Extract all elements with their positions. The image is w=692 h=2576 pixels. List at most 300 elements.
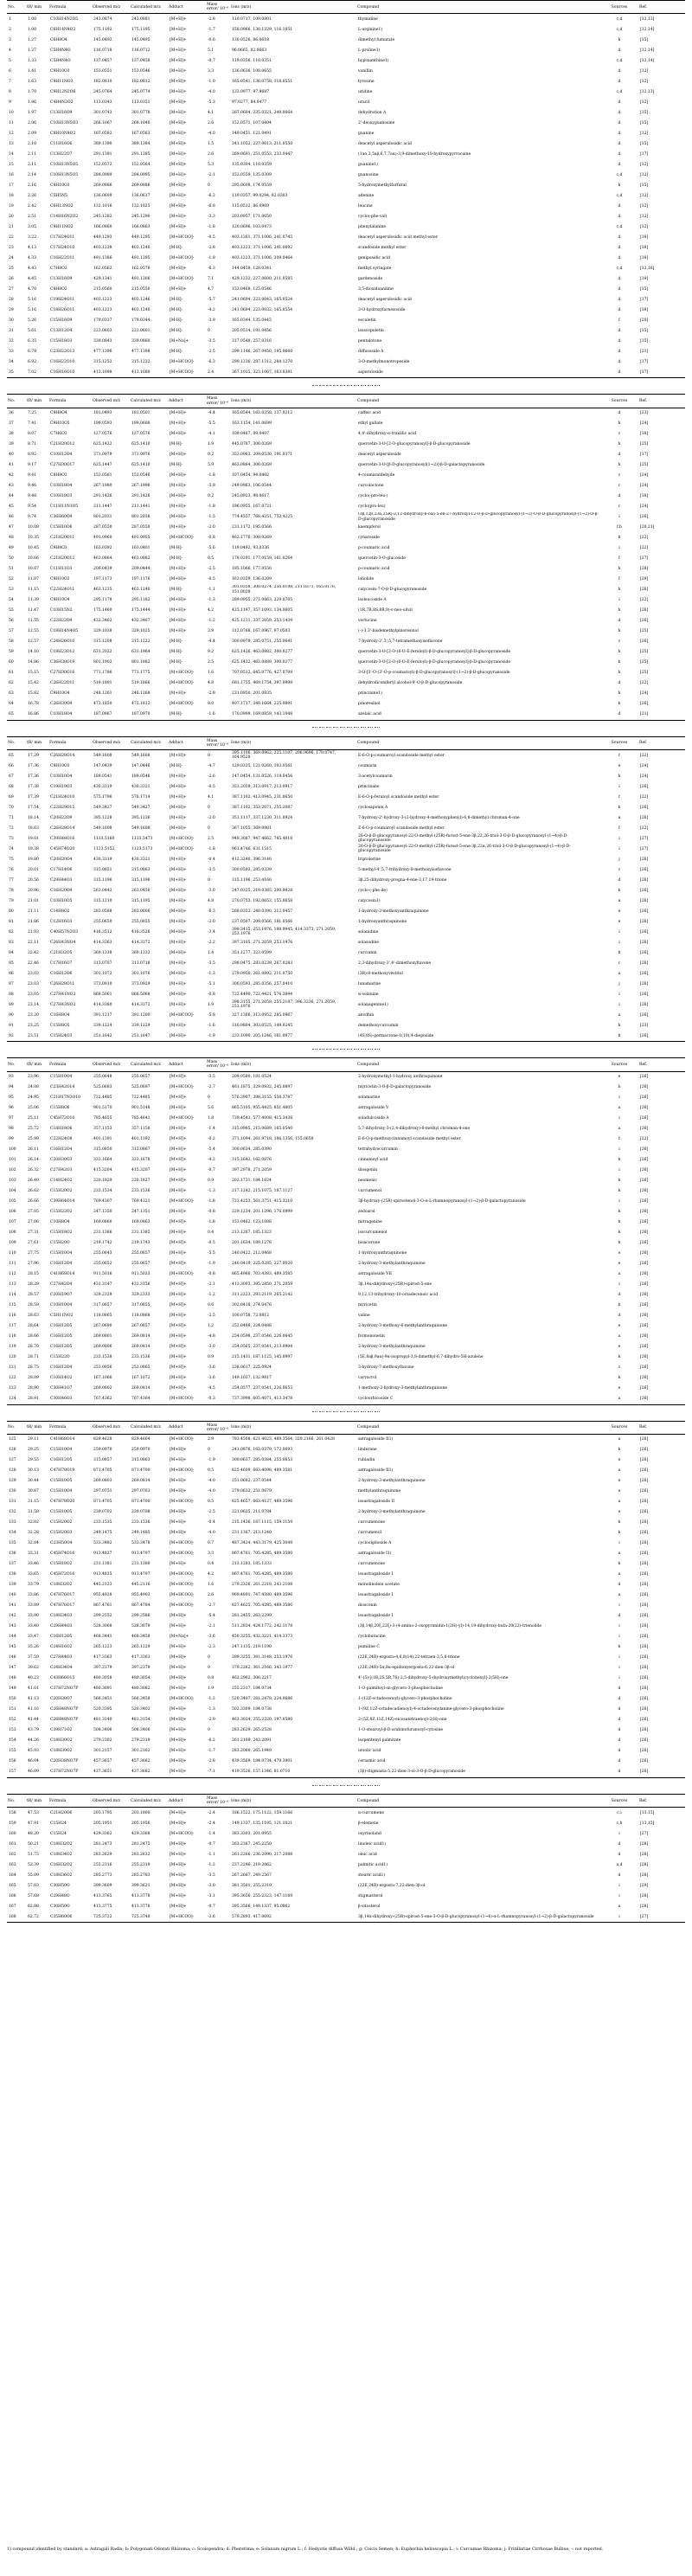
cell-observed-mz: 175.1460 xyxy=(93,608,112,613)
cell-adduct: [M+H]+ xyxy=(170,1852,187,1857)
cell-no: 66 xyxy=(9,763,14,768)
cell-ions: 158.0966, 130.1329, 116.1051 xyxy=(232,27,293,32)
table-row xyxy=(7,750,685,761)
table-row xyxy=(7,1186,685,1197)
cell-ions: 107.0454, 94.0402 xyxy=(232,473,269,479)
cell-sources: i xyxy=(618,1115,620,1121)
cell-formula: C47H78O19 xyxy=(50,1468,75,1474)
cell-mass-error: -7.1 xyxy=(206,1767,230,1778)
cell-ref: [17] xyxy=(640,359,649,364)
cell-calculated-mz: 429.3368 xyxy=(131,1831,151,1836)
cell-calculated-mz: 301.1076 xyxy=(131,971,151,976)
table-row xyxy=(7,1880,685,1891)
cell-compound: deacetyl asperulosidic acid xyxy=(358,297,412,302)
cell-adduct: [M+H]+ xyxy=(170,1240,187,1245)
cell-formula: C18H32O2 xyxy=(50,1583,73,1588)
cell-sources: i xyxy=(618,929,620,935)
cell-formula: C30H50O xyxy=(50,1883,70,1888)
cell-ref: [26] xyxy=(640,1365,649,1370)
cell-mass-error: -6.3 xyxy=(208,359,215,364)
cell-mass-error: 4.1 xyxy=(208,110,215,115)
cell-calculated-mz: 339.1229 xyxy=(131,1023,151,1028)
cell-formula: C36H60O9 xyxy=(50,515,73,520)
cell-ref: [26] xyxy=(640,1718,649,1723)
cell-calculated-mz: 223.0601 xyxy=(131,328,151,333)
cell-observed-mz: 413.3765 xyxy=(93,1893,112,1898)
cell-observed-mz: 481.3140 xyxy=(93,1718,112,1723)
cell-compound: 2-(5Z,8Z,11Z,14Z)-eicosatetraenoyl-2(H)-one xyxy=(358,1718,447,1723)
table-row xyxy=(7,491,685,502)
cell-calculated-mz: 181.0501 xyxy=(131,411,151,416)
cell-no: 84 xyxy=(9,950,14,955)
cell-formula: C15H10O4 xyxy=(50,1489,73,1494)
cell-formula: C15H10O4 xyxy=(50,1074,73,1079)
cell-formula: C15H10O5 xyxy=(50,1479,73,1484)
cell-adduct: [M+H]+ xyxy=(170,68,187,74)
cell-formula: C17H24O10 xyxy=(50,245,75,250)
cell-no: 65 xyxy=(7,710,26,721)
cell-formula: C39H48O16 xyxy=(50,836,75,841)
cell-calculated-mz: 771.1775 xyxy=(131,671,151,676)
cell-retention-time: 1.00 xyxy=(28,27,37,32)
cell-compound: 4,4'-dihydroxy-α-truxillic acid xyxy=(358,432,417,437)
cell-retention-time: 2.51 xyxy=(28,214,37,219)
cell-formula: C18H32O2 xyxy=(50,1841,73,1847)
column-header-no: No. xyxy=(7,1421,26,1434)
cell-compound: cycloolgiloside A xyxy=(358,1541,392,1546)
cell-no: 148 xyxy=(9,1676,16,1681)
cell-adduct: [M+H]+ xyxy=(170,141,187,146)
cell-calculated-mz: 231.1385 xyxy=(131,1230,151,1235)
cell-sources: h xyxy=(618,629,621,634)
cell-retention-time: 1.00 xyxy=(28,16,37,22)
cell-mass-error: -1.9 xyxy=(208,1458,215,1463)
cell-sources: i xyxy=(618,1666,620,1671)
cell-formula: C10H10O4 xyxy=(50,1302,73,1307)
table-row xyxy=(7,606,685,616)
cell-sources: b xyxy=(618,805,621,810)
cell-mass-error: 0 xyxy=(208,877,210,883)
cell-retention-time: 22.46 xyxy=(28,960,39,966)
cell-compound: 3-O-[3'-O-(3'-O-p-coumaroyl)-β-D-glucopyranosyl]-(1→2)-β-D-glucopyranoside xyxy=(358,671,510,676)
cell-adduct: [M-H]- xyxy=(168,710,206,721)
cell-calculated-mz: 576.1714 xyxy=(131,794,151,800)
cell-mass-error: -2.0 xyxy=(208,525,215,530)
cell-ref: [26] xyxy=(640,1500,649,1505)
cell-formula: C10H14N2O5 xyxy=(50,16,79,22)
cell-formula: C17H24O11 xyxy=(50,234,75,240)
cell-retention-time: 12.57 xyxy=(28,639,39,645)
cell-ions: 136.0636, 108.0655 xyxy=(232,68,272,74)
cell-sources: c xyxy=(618,473,621,479)
cell-no: 157 xyxy=(7,1767,26,1778)
cell-formula: C27H42O3 xyxy=(50,1167,73,1172)
cell-ref: [23] xyxy=(640,411,649,416)
cell-calculated-mz: 449.1295 xyxy=(131,234,151,240)
cell-ions: 398.3415, 253.1976, 198.9945, 414.3373, 271.2059, 253.1976 xyxy=(232,927,336,937)
cell-compound: 1-(12Z-octadecenoyl)-glycero-3-phosphocholine xyxy=(358,1697,452,1702)
cell-ions: 412.3240, 396.3140 xyxy=(232,857,272,862)
cell-ions: 379.2262, 361.2166, 343.1977 xyxy=(232,1666,293,1671)
cell-no: 100 xyxy=(9,1147,16,1152)
cell-retention-time: 8.07 xyxy=(28,432,37,437)
cell-adduct: [M+H]+ xyxy=(170,151,187,157)
cell-retention-time: 6.92 xyxy=(28,359,37,364)
cell-observed-mz: 317.0657 xyxy=(93,1302,112,1307)
cell-sources: d xyxy=(618,1292,621,1297)
cell-ions: 310.0804, 303.0525, 149.0245 xyxy=(232,1023,293,1028)
cell-observed-mz: 911.5016 xyxy=(93,1271,112,1276)
cell-ref: [26] xyxy=(640,950,649,955)
cell-no: 117 xyxy=(9,1323,16,1328)
cell-ions: 462.2962, 306.2217 xyxy=(232,1676,272,1681)
table-row xyxy=(7,180,685,190)
cell-retention-time: 39.62 xyxy=(28,1666,39,1671)
cell-adduct: [M+HCOO]- xyxy=(170,1115,195,1121)
cell-sources: i xyxy=(618,1095,620,1100)
cell-sources: d xyxy=(618,214,621,219)
cell-observed-mz: 219.1742 xyxy=(93,1240,112,1245)
cell-retention-time: 15.15 xyxy=(28,671,39,676)
cell-ions: 403.1223, 371.1006, 241.0692 xyxy=(232,245,293,250)
cell-no: 163 xyxy=(9,1862,16,1867)
cell-no: 164 xyxy=(9,1873,16,1878)
cell-compound: princinane xyxy=(358,784,380,789)
cell-compound: diffusoside A xyxy=(358,349,384,354)
cell-adduct: [M+H]+ xyxy=(170,37,187,42)
cell-sources: b xyxy=(618,650,621,655)
cell-formula: C11H16O6 xyxy=(50,141,73,146)
cell-observed-mz: 147.0439 xyxy=(93,763,112,768)
cell-retention-time: 10.08 xyxy=(28,525,39,530)
cell-ions: 445.0767, 300.0269 xyxy=(232,442,272,447)
cell-no: 73 xyxy=(9,836,14,841)
table-row xyxy=(7,1103,685,1114)
cell-no: 27 xyxy=(9,286,14,292)
cell-mass-error: -3.3 xyxy=(208,214,215,219)
cell-no: 144 xyxy=(9,1635,16,1640)
cell-sources: h xyxy=(618,1023,621,1028)
cell-no: 11 xyxy=(9,120,14,125)
cell-retention-time: 26.62 xyxy=(28,1188,39,1193)
cell-calculated-mz: 189.0546 xyxy=(131,774,151,779)
cell-adduct: [M-H]- xyxy=(170,639,183,645)
cell-adduct: [M+HCOO]- xyxy=(168,1911,206,1923)
cell-calculated-mz: 911.5023 xyxy=(131,1271,151,1276)
cell-formula: C16H12O4 xyxy=(50,1147,73,1152)
cell-calculated-mz: 477.1398 xyxy=(131,349,151,354)
cell-adduct: [M+H]+ xyxy=(170,1178,187,1183)
table-row xyxy=(7,678,685,689)
cell-mass-error: -6.3 xyxy=(208,266,215,271)
cell-ref: [26] xyxy=(640,1645,649,1650)
cell-adduct: [M+H]+ xyxy=(170,411,187,416)
cell-adduct: [M+HCOO]- xyxy=(170,1697,195,1702)
cell-sources: e xyxy=(618,1510,621,1515)
cell-retention-time: 25.06 xyxy=(28,1105,39,1110)
cell-compound: cycloorbicoside C xyxy=(356,1394,600,1405)
cell-ions: 865.5105, 955.4425, 851.4805 xyxy=(232,1105,293,1110)
cell-calculated-mz: 245.0774 xyxy=(131,89,151,94)
cell-ref: [26] xyxy=(640,1458,649,1463)
cell-ref: [26] xyxy=(640,981,649,986)
cell-adduct: [M+H]+ xyxy=(170,1821,187,1826)
cell-retention-time: 23.14 xyxy=(28,1002,39,1007)
cell-ref: [12,13] xyxy=(640,16,655,22)
cell-ref: [24] xyxy=(640,473,649,479)
cell-formula: C6H14N4O2 xyxy=(50,27,76,32)
cell-ions: 279.0632, 251.0679 xyxy=(232,1489,272,1494)
cell-adduct: [M+H]+ xyxy=(170,89,187,94)
cell-retention-time: 33.86 xyxy=(28,1593,39,1598)
cell-compound: curcumin xyxy=(358,950,377,955)
cell-mass-error: 1.6 xyxy=(208,671,215,676)
compound-table-section xyxy=(7,0,685,378)
cell-sources: d xyxy=(618,877,621,883)
cell-compound: 2-hydroxy-3-methoxy-6-methylanthraquinone xyxy=(358,1323,448,1328)
cell-no: 76 xyxy=(9,867,14,872)
table-row xyxy=(7,1891,685,1901)
cell-ref: [26] xyxy=(640,805,649,810)
cell-mass-error: -3.4 xyxy=(208,929,215,935)
cell-observed-mz: 233.1535 xyxy=(93,1520,112,1526)
cell-observed-mz: 463.0864 xyxy=(93,556,112,562)
cell-sources: f xyxy=(618,318,620,323)
cell-ions: 439.3569, 184.0734, 479.3901 xyxy=(232,1759,293,1764)
cell-ref: [24] xyxy=(640,774,649,779)
cell-compound: solamarine xyxy=(358,1095,381,1100)
table-row xyxy=(7,1828,685,1839)
cell-retention-time: 30.44 xyxy=(28,1479,39,1484)
cell-compound: isoscopoletin xyxy=(358,328,384,333)
column-header-sources: Sources xyxy=(600,1,638,14)
cell-adduct: [M+H]+ xyxy=(170,1862,187,1867)
cell-mass-error: -3.6 xyxy=(208,1635,215,1640)
cell-no: 160 xyxy=(9,1831,16,1836)
cell-calculated-mz: 267.0657 xyxy=(131,1323,151,1328)
cell-calculated-mz: 215.0550 xyxy=(131,286,151,292)
cell-compound: oxyrinoland xyxy=(358,1831,381,1836)
cell-adduct: [M+H]+ xyxy=(170,1676,187,1681)
cell-mass-error: -3.0 xyxy=(208,888,215,893)
column-header-tr: tR/ min xyxy=(26,1,48,14)
cell-compound: hypoxanthine1) xyxy=(358,58,389,63)
cell-observed-mz: 457.3657 xyxy=(93,1759,112,1764)
column-header-no: No. xyxy=(7,1,26,14)
cell-calculated-mz: 269.0814 xyxy=(131,1344,151,1349)
cell-ref: [27] xyxy=(640,846,649,851)
column-header-adduct: Adduct xyxy=(168,1795,206,1808)
cell-no: 16 xyxy=(9,172,14,177)
table-row xyxy=(7,1207,685,1217)
cell-calculated-mz: 167.0563 xyxy=(131,131,151,136)
cell-mass-error: -0.7 xyxy=(208,1841,215,1847)
cell-retention-time: 11.39 xyxy=(28,598,39,603)
cell-compound: 3-O-methylmonotropeside xyxy=(358,359,410,364)
column-header-observed: Observed m/z xyxy=(92,1,130,14)
cell-adduct: [M+H]+ xyxy=(170,691,187,697)
cell-observed-mz: 295.1178 xyxy=(93,598,112,603)
cell-ions: 909.4891, 747.4380, 489.3596 xyxy=(232,1593,293,1598)
cell-ions: 133.0977, 97.9687 xyxy=(232,89,269,94)
cell-ions: 302.0418, 274.0476 xyxy=(232,1302,272,1307)
cell-calculated-mz: 437.3682 xyxy=(130,1767,168,1778)
cell-observed-mz: 166.0860 xyxy=(93,224,112,229)
cell-observed-mz: 333.1664 xyxy=(93,1157,112,1162)
cell-retention-time: 15.82 xyxy=(28,691,39,697)
cell-ref: [18] xyxy=(640,494,649,499)
cell-ref: [26] xyxy=(640,1562,649,1567)
cell-formula: C26H28O14 xyxy=(50,753,75,758)
cell-ref: [12,16] xyxy=(640,266,655,271)
cell-formula: C24H34O4 xyxy=(50,1666,73,1671)
cell-sources: f xyxy=(618,825,620,831)
cell-retention-time: 6.35 xyxy=(28,338,37,344)
table-row xyxy=(7,999,685,1010)
cell-calculated-mz: 287.0550 xyxy=(131,525,151,530)
cell-no: 107 xyxy=(9,1219,16,1224)
cell-no: 29 xyxy=(9,307,14,312)
cell-observed-mz: 284.0989 xyxy=(93,172,112,177)
cell-ref: [26] xyxy=(640,1074,649,1079)
cell-formula: C40H57N2O3 xyxy=(50,929,79,935)
cell-ref: [26] xyxy=(640,1385,649,1391)
cell-calculated-mz: 231.1380 xyxy=(131,1562,151,1567)
cell-sources: a xyxy=(618,1437,621,1442)
cell-retention-time: 47.53 xyxy=(28,1810,39,1815)
cell-no: 45 xyxy=(9,504,14,510)
table-row xyxy=(7,190,685,201)
table-row xyxy=(7,1808,685,1819)
cell-retention-time: 33.40 xyxy=(28,1624,39,1629)
cell-sources: i xyxy=(618,784,620,789)
cell-no: 95 xyxy=(9,1095,14,1100)
table-row xyxy=(7,1124,685,1134)
cell-retention-time: 28.75 xyxy=(28,1365,39,1370)
cell-retention-time: 26.66 xyxy=(28,1198,39,1204)
cell-adduct: [M-H]- xyxy=(170,763,183,768)
cell-compound: methylanthraquinone xyxy=(358,1489,401,1494)
cell-ref: [28] xyxy=(640,1873,649,1878)
table-row xyxy=(7,512,685,523)
cell-retention-time: 5.16 xyxy=(28,297,37,302)
cell-no: 8 xyxy=(9,89,11,94)
table-row xyxy=(7,626,685,637)
cell-calculated-mz: 625.1410 xyxy=(131,463,151,468)
cell-mass-error: -1.9 xyxy=(208,1261,215,1266)
cell-no: 114 xyxy=(9,1292,16,1297)
cell-formula: C8H8O2 xyxy=(50,286,67,292)
cell-formula: C15H8O6 xyxy=(50,1105,70,1110)
cell-formula: C15H10O4 xyxy=(50,1448,73,1453)
cell-ref: [26] xyxy=(640,1250,649,1256)
cell-no: 36 xyxy=(9,411,14,416)
cell-calculated-mz: 127.0576 xyxy=(131,432,151,437)
cell-formula: C7H6O3 xyxy=(50,432,67,437)
cell-compound: 4-coumaraldehyde xyxy=(358,473,395,479)
cell-retention-time: 10.87 xyxy=(28,567,39,572)
cell-retention-time: 41.13 xyxy=(28,1697,39,1702)
cell-formula: C16H20O9 xyxy=(50,888,73,893)
cell-retention-time: 3.22 xyxy=(28,234,37,240)
cell-adduct: [M+HCOO]- xyxy=(170,671,195,676)
cell-adduct: [M+H]+ xyxy=(168,1767,206,1778)
table-row xyxy=(7,55,685,66)
cell-calculated-mz: 491.0955 xyxy=(131,536,151,541)
cell-formula: C45H72O16 xyxy=(50,1115,75,1121)
cell-calculated-mz: 132.1025 xyxy=(131,203,151,209)
table-row xyxy=(7,689,685,699)
cell-sources: b xyxy=(618,567,621,572)
cell-ions: 229.1234, 201.1296, 176.0999 xyxy=(232,1209,293,1214)
cell-sources: a xyxy=(618,1904,621,1909)
cell-formula: C20H38NO7P xyxy=(50,1759,79,1764)
cell-observed-mz: 468.3441 xyxy=(93,1635,112,1640)
cell-mass-error: -6.3 xyxy=(208,909,215,914)
cell-compound: zedoarol xyxy=(358,1209,375,1214)
cell-formula: C16H12O4 xyxy=(50,1261,73,1266)
table-row xyxy=(7,1197,685,1207)
cell-retention-time: 33.79 xyxy=(28,1583,39,1588)
cell-compound: Z-6-O-p-coumaroyl scandoside methyl ester xyxy=(358,825,445,831)
cell-calculated-mz: 315.0863 xyxy=(131,867,151,872)
cell-ions: 576.3907, 398.3155, 558.3787 xyxy=(232,1095,293,1100)
cell-mass-error: -4.4 xyxy=(208,639,215,645)
cell-formula: C18H26O11 xyxy=(50,307,75,312)
cell-calculated-mz: 267.1996 xyxy=(131,484,151,489)
table-row xyxy=(7,813,685,823)
table-row xyxy=(7,357,685,367)
cell-retention-time: 23.51 xyxy=(26,1031,48,1042)
cell-ions: 395.3656, 255.2323, 147.1169 xyxy=(232,1893,293,1898)
cell-retention-time: 21.01 xyxy=(28,898,39,903)
cell-sources: e xyxy=(618,909,621,914)
cell-no: 15 xyxy=(9,162,14,167)
cell-adduct: [M+HCOO]- xyxy=(170,1593,195,1598)
cell-retention-time: 28.90 xyxy=(28,1385,39,1391)
cell-ref: [12] xyxy=(640,79,649,84)
cell-ref: [26] xyxy=(640,1655,649,1661)
column-header-ions: Ions (m/z) xyxy=(230,1421,356,1434)
cell-observed-mz: 549.3427 xyxy=(93,805,112,810)
column-header-ref: Ref. xyxy=(638,1,685,14)
table-row xyxy=(7,658,685,668)
table-row xyxy=(7,305,685,315)
cell-no: 133 xyxy=(9,1520,16,1526)
cell-no: 149 xyxy=(9,1686,16,1692)
cell-calculated-mz: 245.1290 xyxy=(131,214,151,219)
cell-ions: 397.3105, 271.2059, 253.1976 xyxy=(232,940,293,945)
cell-ions: 241.0876, 163.0379, 172.0693 xyxy=(232,1448,293,1453)
cell-calculated-mz: 175.1195 xyxy=(131,27,151,32)
cell-observed-mz: 136.0609 xyxy=(93,193,112,198)
cell-adduct: [M+H]+ xyxy=(170,1147,187,1152)
cell-observed-mz: 162.0562 xyxy=(93,266,112,271)
cell-formula: C10H15N2 xyxy=(50,608,73,613)
cell-calculated-mz: 329.2333 xyxy=(131,1292,151,1297)
cell-sources: h xyxy=(618,1448,621,1453)
cell-adduct: [M+H]+ xyxy=(170,1188,187,1193)
cell-observed-mz: 549.1608 xyxy=(93,753,112,758)
cell-ions: 867.4761, 705.4285, 489.3580 xyxy=(232,1572,293,1577)
cell-adduct: [M+H]+ xyxy=(170,950,187,955)
cell-ref: [12] xyxy=(640,162,649,167)
cell-compound: 3-O-hydroxyfarnesoside xyxy=(358,307,406,312)
cell-formula: C14H24O2 xyxy=(50,1178,73,1183)
cell-no: 152 xyxy=(9,1718,16,1723)
cell-calculated-mz: 197.1176 xyxy=(131,577,151,582)
column-header-compound: Compound xyxy=(356,395,600,408)
